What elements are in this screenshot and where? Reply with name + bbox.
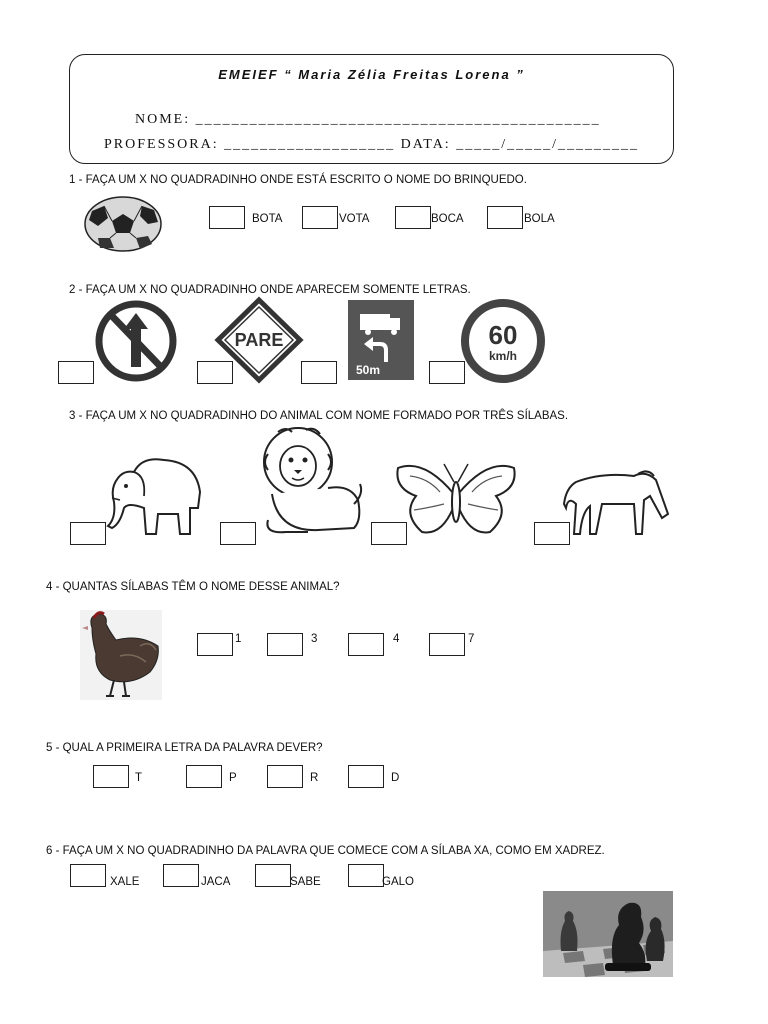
option-1: 1 bbox=[235, 633, 242, 645]
option-t: T bbox=[135, 772, 143, 784]
checkbox-jaca[interactable] bbox=[163, 864, 199, 887]
checkbox-bota[interactable] bbox=[209, 206, 245, 229]
teacher-date-line: PROFESSORA: ___________________ DATA: _____/_____/_________ bbox=[104, 137, 639, 152]
checkbox-4[interactable] bbox=[348, 633, 384, 656]
question-6: 6 - FAÇA UM X NO QUADRADINHO DA PALAVRA QUE COMECE COM A SÍLABA XA, COMO EM XADREZ. bbox=[46, 845, 605, 857]
checkbox-sign-4[interactable] bbox=[429, 361, 465, 384]
checkbox-t[interactable] bbox=[93, 765, 129, 788]
question-5: 5 - QUAL A PRIMEIRA LETRA DA PALAVRA DEVER? bbox=[46, 742, 323, 754]
option-bola: BOLA bbox=[524, 213, 555, 225]
option-jaca: JACA bbox=[201, 876, 231, 888]
option-3: 3 bbox=[311, 633, 318, 645]
soccer-ball-image bbox=[84, 196, 162, 252]
distance-text: 50m bbox=[356, 363, 381, 377]
truck-turn-sign-image bbox=[348, 300, 414, 380]
checkbox-sign-1[interactable] bbox=[58, 361, 94, 384]
checkbox-d[interactable] bbox=[348, 765, 384, 788]
option-sabe: SABE bbox=[290, 876, 321, 888]
option-boca: BOCA bbox=[431, 213, 464, 225]
lion-image bbox=[258, 424, 364, 536]
option-4: 4 bbox=[393, 633, 400, 645]
question-3: 3 - FAÇA UM X NO QUADRADINHO DO ANIMAL COM NOME FORMADO POR TRÊS SÍLABAS. bbox=[69, 410, 569, 422]
option-xale: XALE bbox=[110, 876, 140, 888]
checkbox-sign-2[interactable] bbox=[197, 361, 233, 384]
speed-limit-sign-image bbox=[460, 300, 546, 382]
horse-image bbox=[562, 460, 672, 536]
option-7: 7 bbox=[468, 633, 475, 645]
checkbox-sabe[interactable] bbox=[255, 864, 291, 887]
checkbox-r[interactable] bbox=[267, 765, 303, 788]
option-p: P bbox=[229, 772, 237, 784]
checkbox-elephant[interactable] bbox=[70, 522, 106, 545]
question-2: 2 - FAÇA UM X NO QUADRADINHO ONDE APARECEM SOMENTE LETRAS. bbox=[69, 284, 471, 296]
checkbox-3[interactable] bbox=[267, 633, 303, 656]
option-galo: GALO bbox=[382, 876, 414, 888]
school-name: EMEIEF “ Maria Zélia Freitas Lorena ” bbox=[218, 67, 525, 82]
butterfly-image bbox=[394, 458, 518, 538]
checkbox-1[interactable] bbox=[197, 633, 233, 656]
checkbox-7[interactable] bbox=[429, 633, 465, 656]
option-r: R bbox=[310, 772, 319, 784]
name-line: NOME: _____________________________________________ bbox=[135, 112, 601, 127]
checkbox-lion[interactable] bbox=[220, 522, 256, 545]
checkbox-boca[interactable] bbox=[395, 206, 431, 229]
question-1: 1 - FAÇA UM X NO QUADRADINHO ONDE ESTÁ ESCRITO O NOME DO BRINQUEDO. bbox=[69, 174, 527, 186]
checkbox-vota[interactable] bbox=[302, 206, 338, 229]
checkbox-sign-3[interactable] bbox=[301, 361, 337, 384]
question-4: 4 - QUANTAS SÍLABAS TÊM O NOME DESSE ANIMAL? bbox=[46, 581, 340, 593]
pare-text: PARE bbox=[234, 330, 284, 350]
speed-text: 60 bbox=[488, 320, 518, 350]
option-bota: BOTA bbox=[252, 213, 283, 225]
option-d: D bbox=[391, 772, 400, 784]
checkbox-butterfly[interactable] bbox=[371, 522, 407, 545]
elephant-image bbox=[104, 452, 204, 538]
checkbox-horse[interactable] bbox=[534, 522, 570, 545]
chess-pieces-image bbox=[543, 891, 673, 977]
option-vota: VOTA bbox=[339, 213, 370, 225]
checkbox-xale[interactable] bbox=[70, 864, 106, 887]
checkbox-bola[interactable] bbox=[487, 206, 523, 229]
hen-image bbox=[80, 610, 162, 700]
checkbox-galo[interactable] bbox=[348, 864, 384, 887]
checkbox-p[interactable] bbox=[186, 765, 222, 788]
speed-unit-text: km/h bbox=[488, 349, 518, 363]
no-straight-sign-image bbox=[95, 301, 177, 381]
